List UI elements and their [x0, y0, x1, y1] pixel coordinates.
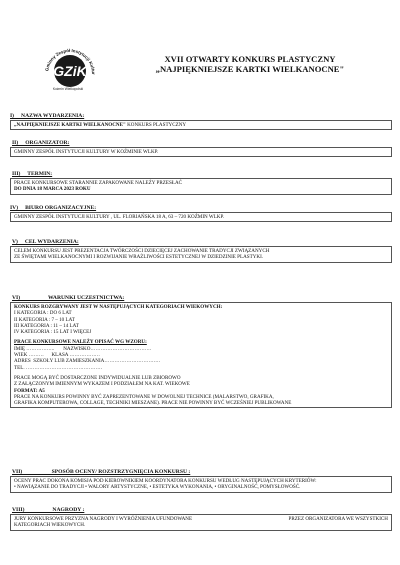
deadline-text: PRACE KONKURSOWE STARANNIE ZAPAKOWANE NALEŻY PRZESŁAĆ [14, 180, 183, 186]
section-heading: VIII) NAGRODY : [12, 507, 85, 513]
section-deadline [10, 171, 392, 195]
section-heading: III) TERMIN: [12, 171, 53, 177]
form-address-line: ADRES SZKOŁY LUB ZAMIESZKANIA…………………………… [14, 358, 161, 365]
delivery-line-1: PRACE MOGĄ BYĆ DOSTARCZONE INDYWIDUALNIE LUB ZBIOROWO [14, 374, 181, 381]
title-line-2: „NAJPIĘKNIEJSZE KARTKI WIELKANOCNE" [155, 64, 345, 74]
logo-ring-text: Gminny Zespół Instytucji Kultur [44, 47, 97, 75]
section-box [10, 212, 392, 222]
section-heading: VII) SPOSÓB OCENY/ ROZSTRZYGNIĘCIA KONKURSU : [12, 469, 191, 475]
section-event-name [10, 113, 392, 130]
form-age-line: WIEK ……… KLASA ……………… [14, 352, 101, 359]
evaluation-criteria: • NAWIĄZANIE DO TRADYCJI • WALORY ARTYSTYCZNE, • ESTETYKA WYKONANIA, • ORYGINALNOŚĆ, POMYSŁOWOŚĆ. [14, 484, 301, 491]
form-name-line: IMIĘ …………….. NAZWISKO……………………………… [14, 345, 152, 352]
delivery-line-2: Z ZAŁĄCZONYM IMIENNYM WYKAZEM I PODZIAŁEM NA KAT. WIEKOWE [14, 381, 190, 388]
title-line-1: XVII OTWARTY KONKURS PLASTYCZNY [164, 54, 336, 64]
section-goal [10, 239, 392, 263]
section-conditions [10, 295, 392, 408]
prizes-line-2: KATEGORIACH WIEKOWYCH. [14, 522, 86, 529]
description-heading: PRACE KONKURSOWE NALEŻY OPISAĆ WG WZORU: [14, 339, 147, 346]
goal-line-2: ZE ŚWIĘTAMI WIELKANOCNYMI I ROZWIJANIE WRAŻLIWOŚCI ESTETYCZNEJ W DZIEDZINIE PLASTYKI. [14, 254, 264, 261]
section-box [10, 147, 392, 157]
section-heading: V) CEL WYDARZENIA: [12, 239, 79, 245]
section-heading: II) ORGANIZATOR: [12, 140, 70, 146]
section-office [10, 205, 392, 222]
category-3: III KATEGORIA : 11 – 14 LAT [14, 322, 79, 329]
evaluation-line-1: OCENY PRAC DOKONA KOMISJA POD KIEROWNIKIEM KOORDYNATORA KONKURSU WEDŁUG NASTĘPUJĄCYCH KRYTERIÓW: [14, 478, 317, 484]
section-box [10, 178, 392, 195]
prizes-line-1b: PRZEZ ORGANIZATORA WE WSZYSTKICH [288, 516, 388, 522]
section-heading: I) NAZWA WYDARZENIA: [10, 113, 85, 119]
category-1: I KATEGORIA : DO 6 LAT [14, 310, 72, 317]
section-box [10, 302, 392, 408]
form-phone-line: TEL. ……………………………………… [14, 364, 103, 371]
technique-line-1: PRACE NA KONKURS POWINNY BYĆ ZAPREZENTOWANE W DOWOLNEJ TECHNICE (MALARSTWO, GRAFIKA, [14, 393, 274, 400]
category-4: IV KATEGORIA : 15 LAT I WIĘCEJ [14, 329, 92, 336]
goal-line-1: CELEM KONKURSU JEST PREZENTACJA TWÓRCZOŚCI DZIECIĘCEJ ZACHOWANIE TRADYCJI ZWIĄZANYCH [14, 248, 270, 254]
section-box [10, 476, 392, 493]
section-box [10, 514, 392, 531]
logo-letters: GZiK [53, 63, 87, 79]
office-text: GMINNY ZESPÓŁ INSTYTUCJI KULTURY , UL. FLORIAŃSKA 18 A, 63 – 720 KOŹMIN WLKP. [14, 214, 225, 220]
section-heading: IV) BIURO ORGANIZACYJNE: [10, 205, 97, 211]
event-type: KONKURS PLASTYCZNY [125, 122, 187, 128]
format-line: FORMAT: A5 [14, 387, 45, 394]
category-2: II KATEGORIA : 7 – 10 LAT [14, 316, 75, 323]
prizes-line-1a: JURY KONKURSOWE PRZYZNA NAGRODY I WYRÓŻNIENIA UFUNDOWANE [14, 516, 193, 522]
categories-intro: KONKURS ROZGRYWANY JEST W NASTĘPUJĄCYCH KATEGORIACH WIEKOWYCH: [14, 304, 223, 310]
section-prizes [10, 507, 392, 531]
section-heading: VI) WARUNKI UCZESTNICTWA: [12, 295, 125, 301]
section-organizer [10, 140, 392, 157]
deadline-date: DO DNIA 18 MARCA 2023 ROKU [14, 186, 91, 193]
section-evaluation [10, 469, 392, 493]
section-box [10, 120, 392, 130]
technique-line-2: GRAFIKA KOMPUTEROWA, COLLAGE, TECHNIKI MIESZANE). PRACE NIE POWINNY BYĆ WCZEŚNIEJ PUBLIKOWANE [14, 400, 292, 407]
event-name: „NAJPIĘKNIEJSZE KARTKI WIELKANOCNE" [14, 122, 126, 128]
logo-caption: Koźmin Wielkopolski [52, 87, 84, 91]
section-box [10, 246, 392, 263]
organizer-text: GMINNY ZESPÓŁ INSTYTUCJI KULTURY W KOŹMINIE WLKP. [14, 149, 159, 155]
